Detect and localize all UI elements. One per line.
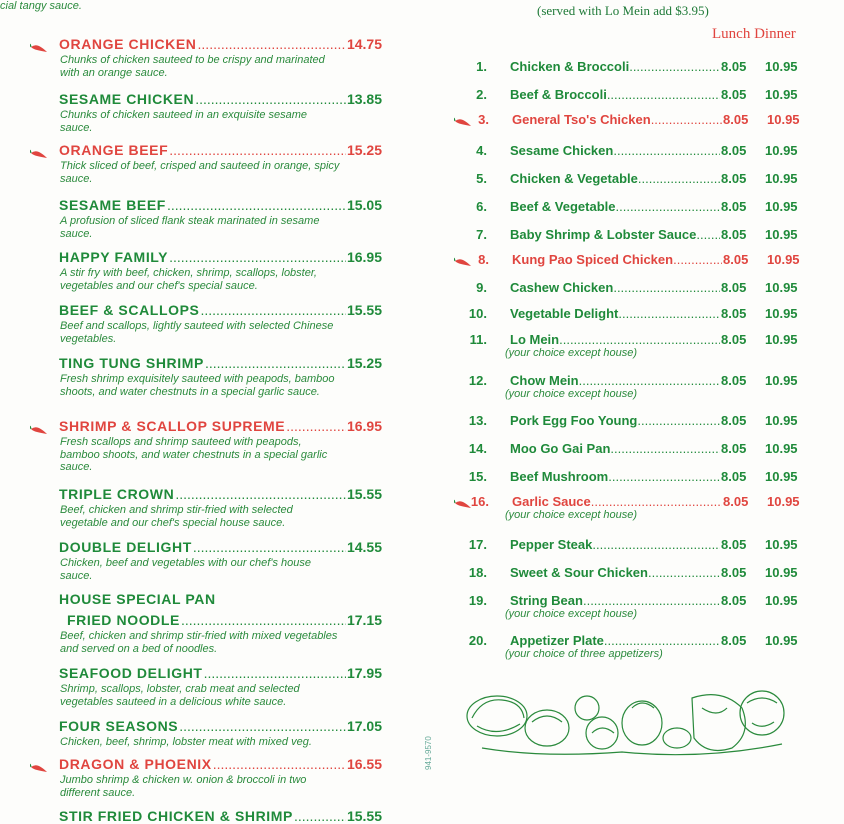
menu-item-price: 15.55	[346, 302, 382, 318]
menu-row	[0, 280, 844, 306]
menu-item-price: 17.95	[346, 665, 382, 681]
menu-item-description: Thick sliced of beef, crisped and sauteed in orange, spicy sauce.	[60, 160, 340, 185]
menu-row-lunch-price: 8.05	[721, 441, 747, 456]
menu-row-lunch-price: 8.05	[721, 593, 747, 608]
menu-item-name: DRAGON & PHOENIX	[59, 756, 212, 772]
vegetables-illustration	[462, 678, 792, 760]
menu-row	[0, 199, 844, 225]
menu-row-name: Vegetable Delight .....	[510, 306, 720, 321]
menu-row-name: General Tso's Chicken .....	[512, 112, 722, 127]
menu-row	[0, 332, 844, 358]
menu-item-name: SEAFOOD DELIGHT	[59, 665, 203, 681]
menu-item-heading	[59, 665, 382, 681]
menu-item-price: 15.55	[346, 486, 382, 502]
menu-row-dinner-price: 10.95	[767, 252, 800, 267]
menu-row-dinner-price: 10.95	[765, 332, 798, 347]
menu-item-name: HAPPY FAMILY	[59, 249, 169, 265]
menu-row-dinner-price: 10.95	[765, 171, 798, 186]
menu-row-number: 16.	[470, 494, 489, 509]
menu-row-lunch-price: 8.05	[721, 537, 747, 552]
menu-row-number: 12.	[468, 373, 487, 388]
menu-row-dinner-price: 10.95	[765, 373, 798, 388]
menu-row-dinner-price: 10.95	[767, 112, 800, 127]
menu-row-name: Baby Shrimp & Lobster Sauce .....	[510, 227, 720, 242]
cut-off-description: cial tangy sauce.	[0, 0, 82, 12]
menu-row-number: 7.	[476, 227, 487, 242]
menu-item-name: FOUR SEASONS	[59, 718, 179, 734]
menu-row	[0, 59, 844, 85]
menu-item-price: 13.85	[346, 91, 382, 107]
menu-row	[0, 494, 844, 520]
menu-row-name: Appetizer Plate .....	[510, 633, 720, 648]
menu-row-lunch-price: 8.05	[721, 171, 747, 186]
menu-row-name: Sesame Chicken .....	[510, 143, 720, 158]
menu-item-price: 14.55	[346, 539, 382, 555]
menu-row-name: Chicken & Broccoli .....	[510, 59, 720, 74]
menu-item-price: 14.75	[346, 36, 382, 52]
menu-row-note: (your choice of three appetizers)	[505, 648, 663, 660]
menu-item-description: Fresh scallops and shrimp sauteed with peapods, bamboo shoots, and water chestnuts in a special garlic sauce.	[60, 436, 328, 473]
menu-item-name: SESAME BEEF	[59, 197, 166, 213]
pepper-icon	[30, 40, 48, 50]
pepper-icon	[30, 760, 48, 770]
menu-row-dinner-price: 10.95	[765, 537, 798, 552]
menu-row-number: 8.	[478, 252, 489, 267]
menu-row-lunch-price: 8.05	[721, 413, 747, 428]
menu-row-number: 17.	[468, 537, 487, 552]
menu-row-number: 11.	[469, 332, 487, 347]
menu-row-dinner-price: 10.95	[765, 413, 798, 428]
menu-item-price: 16.95	[346, 249, 382, 265]
menu-item-description: Shrimp, scallops, lobster, crab meat and selected vegetables sauteed in a delicious white sauce.	[60, 683, 300, 708]
menu-item-name: SESAME CHICKEN	[59, 91, 195, 107]
menu-row-lunch-price: 8.05	[721, 633, 747, 648]
menu-item-name: DOUBLE DELIGHT	[59, 539, 192, 555]
menu-row-number: 15.	[468, 469, 487, 484]
menu-row	[0, 441, 844, 467]
menu-row-name: Pork Egg Foo Young .....	[510, 413, 720, 428]
print-code: 941-9570	[424, 736, 433, 770]
menu-item-description: Chunks of chicken sauteed to be crispy and marinated with an orange sauce.	[60, 54, 325, 79]
menu-row-number: 2.	[476, 87, 487, 102]
menu-row	[0, 112, 844, 138]
menu-row-dinner-price: 10.95	[765, 565, 798, 580]
menu-row-lunch-price: 8.05	[721, 565, 747, 580]
menu-row-lunch-price: 8.05	[721, 332, 747, 347]
menu-row-name: Kung Pao Spiced Chicken .....	[512, 252, 722, 267]
menu-row-number: 13.	[468, 413, 487, 428]
menu-row-dinner-price: 10.95	[765, 143, 798, 158]
menu-item-name-line1: HOUSE SPECIAL PAN	[59, 591, 216, 607]
menu-row	[0, 537, 844, 563]
menu-item-description: A profusion of sliced flank steak marinated in sesame sauce.	[60, 215, 320, 240]
lo-mein-note: (served with Lo Mein add $3.95)	[537, 3, 709, 18]
menu-item-description: Jumbo shrimp & chicken w. onion & broccoli in two different sauce.	[60, 774, 307, 799]
menu-row-number: 1.	[476, 59, 487, 74]
menu-item-heading	[59, 756, 382, 772]
menu-row-lunch-price: 8.05	[721, 306, 747, 321]
menu-row-number: 19.	[468, 593, 487, 608]
menu-item-price: 17.15	[346, 612, 382, 628]
menu-row-note: (your choice except house)	[505, 509, 638, 521]
menu-item-name: SHRIMP & SCALLOP SUPREME	[59, 418, 286, 434]
menu-row-dinner-price: 10.95	[765, 306, 798, 321]
menu-item-name: ORANGE CHICKEN	[59, 36, 197, 52]
menu-row-name: Lo Mein .....	[510, 332, 720, 347]
menu-row-dinner-price: 10.95	[765, 59, 798, 74]
menu-row	[0, 143, 844, 169]
menu-row-number: 6.	[476, 199, 487, 214]
menu-item-name: ORANGE BEEF	[59, 142, 169, 158]
menu-row-lunch-price: 8.05	[723, 494, 749, 509]
menu-row	[0, 469, 844, 495]
menu-row-lunch-price: 8.05	[721, 143, 747, 158]
menu-item-name: FRIED NOODLE	[67, 612, 180, 628]
menu-row-name: Pepper Steak .....	[510, 537, 720, 552]
menu-row-name: Garlic Sauce .....	[512, 494, 722, 509]
menu-row-lunch-price: 8.05	[721, 59, 747, 74]
menu-row-number: 5.	[476, 171, 487, 186]
menu-row-name: Sweet & Sour Chicken .....	[510, 565, 720, 580]
menu-row-lunch-price: 8.05	[721, 373, 747, 388]
menu-item-price: 16.95	[346, 418, 382, 434]
menu-row-dinner-price: 10.95	[765, 633, 798, 648]
menu-row-dinner-price: 10.95	[765, 469, 798, 484]
menu-item-name: TING TUNG SHRIMP	[59, 355, 204, 371]
menu-item-description: Beef and scallops, lightly sauteed with selected Chinese vegetables.	[60, 320, 334, 345]
menu-item-description: A stir fry with beef, chicken, shrimp, scallops, lobster, vegetables and our chef's special sauce.	[60, 267, 317, 292]
menu-row-lunch-price: 8.05	[721, 280, 747, 295]
menu-row-lunch-price: 8.05	[723, 252, 749, 267]
menu-item-heading	[59, 36, 382, 52]
menu-item-price: 16.55	[346, 756, 382, 772]
menu-row	[0, 87, 844, 113]
menu-row-name: Chicken & Vegetable .....	[510, 171, 720, 186]
menu-item-description: Chicken, beef and vegetables with our chef's house sauce.	[60, 557, 311, 582]
menu-row	[0, 373, 844, 399]
menu-row-name: Beef & Vegetable .....	[510, 199, 720, 214]
menu-item-price: 15.55	[346, 808, 382, 824]
menu-row-number: 14.	[468, 441, 487, 456]
menu-row-lunch-price: 8.05	[721, 87, 747, 102]
menu-item-price: 15.25	[346, 355, 382, 371]
column-header-lunch-dinner: Lunch Dinner	[712, 26, 796, 42]
menu-row-name: Cashew Chicken .....	[510, 280, 720, 295]
menu-row-name: Moo Go Gai Pan .....	[510, 441, 720, 456]
menu-item-heading	[59, 718, 382, 734]
menu-row	[0, 565, 844, 591]
menu-row-number: 9.	[476, 280, 487, 295]
menu-row-note: (your choice except house)	[505, 388, 638, 400]
menu-item-description: Beef, chicken and shrimp stir-fried with selected vegetable and our chef's special house sauce.	[60, 504, 293, 529]
menu-row-lunch-price: 8.05	[723, 112, 749, 127]
menu-row-note: (your choice except house)	[505, 608, 638, 620]
menu-item-name: STIR FRIED CHICKEN & SHRIMP	[59, 808, 293, 824]
menu-item-description: Beef, chicken and shrimp stir-fried with mixed vegetables and served on a bed of noodles.	[60, 630, 338, 655]
menu-row-dinner-price: 10.95	[765, 87, 798, 102]
menu-item-name: BEEF & SCALLOPS	[59, 302, 200, 318]
menu-row-name: String Bean .....	[510, 593, 720, 608]
menu-item-price: 15.25	[346, 142, 382, 158]
menu-item-description: Chicken, beef, shrimp, lobster meat with mixed veg.	[60, 736, 312, 748]
menu-item-price: 15.05	[346, 197, 382, 213]
menu-item-heading	[59, 808, 382, 824]
menu-row-dinner-price: 10.95	[767, 494, 800, 509]
menu-row-lunch-price: 8.05	[721, 227, 747, 242]
menu-row	[0, 227, 844, 253]
menu-row-note: (your choice except house)	[505, 347, 638, 359]
menu-row-dinner-price: 10.95	[765, 441, 798, 456]
menu-row-name: Chow Mein .....	[510, 373, 720, 388]
menu-row-number: 10.	[468, 306, 487, 321]
menu-row	[0, 633, 844, 659]
menu-row	[0, 171, 844, 197]
menu-row	[0, 413, 844, 439]
menu-row-name: Beef Mushroom .....	[510, 469, 720, 484]
menu-row	[0, 252, 844, 278]
menu-item-description: Chunks of chicken sauteed in an exquisite sesame sauce.	[60, 109, 308, 134]
menu-row-lunch-price: 8.05	[721, 199, 747, 214]
menu-row-lunch-price: 8.05	[721, 469, 747, 484]
menu-row-dinner-price: 10.95	[765, 199, 798, 214]
menu-row	[0, 306, 844, 332]
menu-row-number: 3.	[478, 112, 489, 127]
menu-item-name: TRIPLE CROWN	[59, 486, 175, 502]
menu-row-number: 20.	[468, 633, 487, 648]
menu-row-number: 18.	[468, 565, 487, 580]
menu-row	[0, 593, 844, 619]
menu-row-dinner-price: 10.95	[765, 227, 798, 242]
menu-row-name: Beef & Broccoli .....	[510, 87, 720, 102]
menu-item-description: Fresh shrimp exquisitely sauteed with peapods, bamboo shoots, and water chestnuts in a special garlic sauce.	[60, 373, 335, 398]
menu-row-dinner-price: 10.95	[765, 280, 798, 295]
menu-item-price: 17.05	[346, 718, 382, 734]
menu-row-number: 4.	[476, 143, 487, 158]
menu-row-dinner-price: 10.95	[765, 593, 798, 608]
